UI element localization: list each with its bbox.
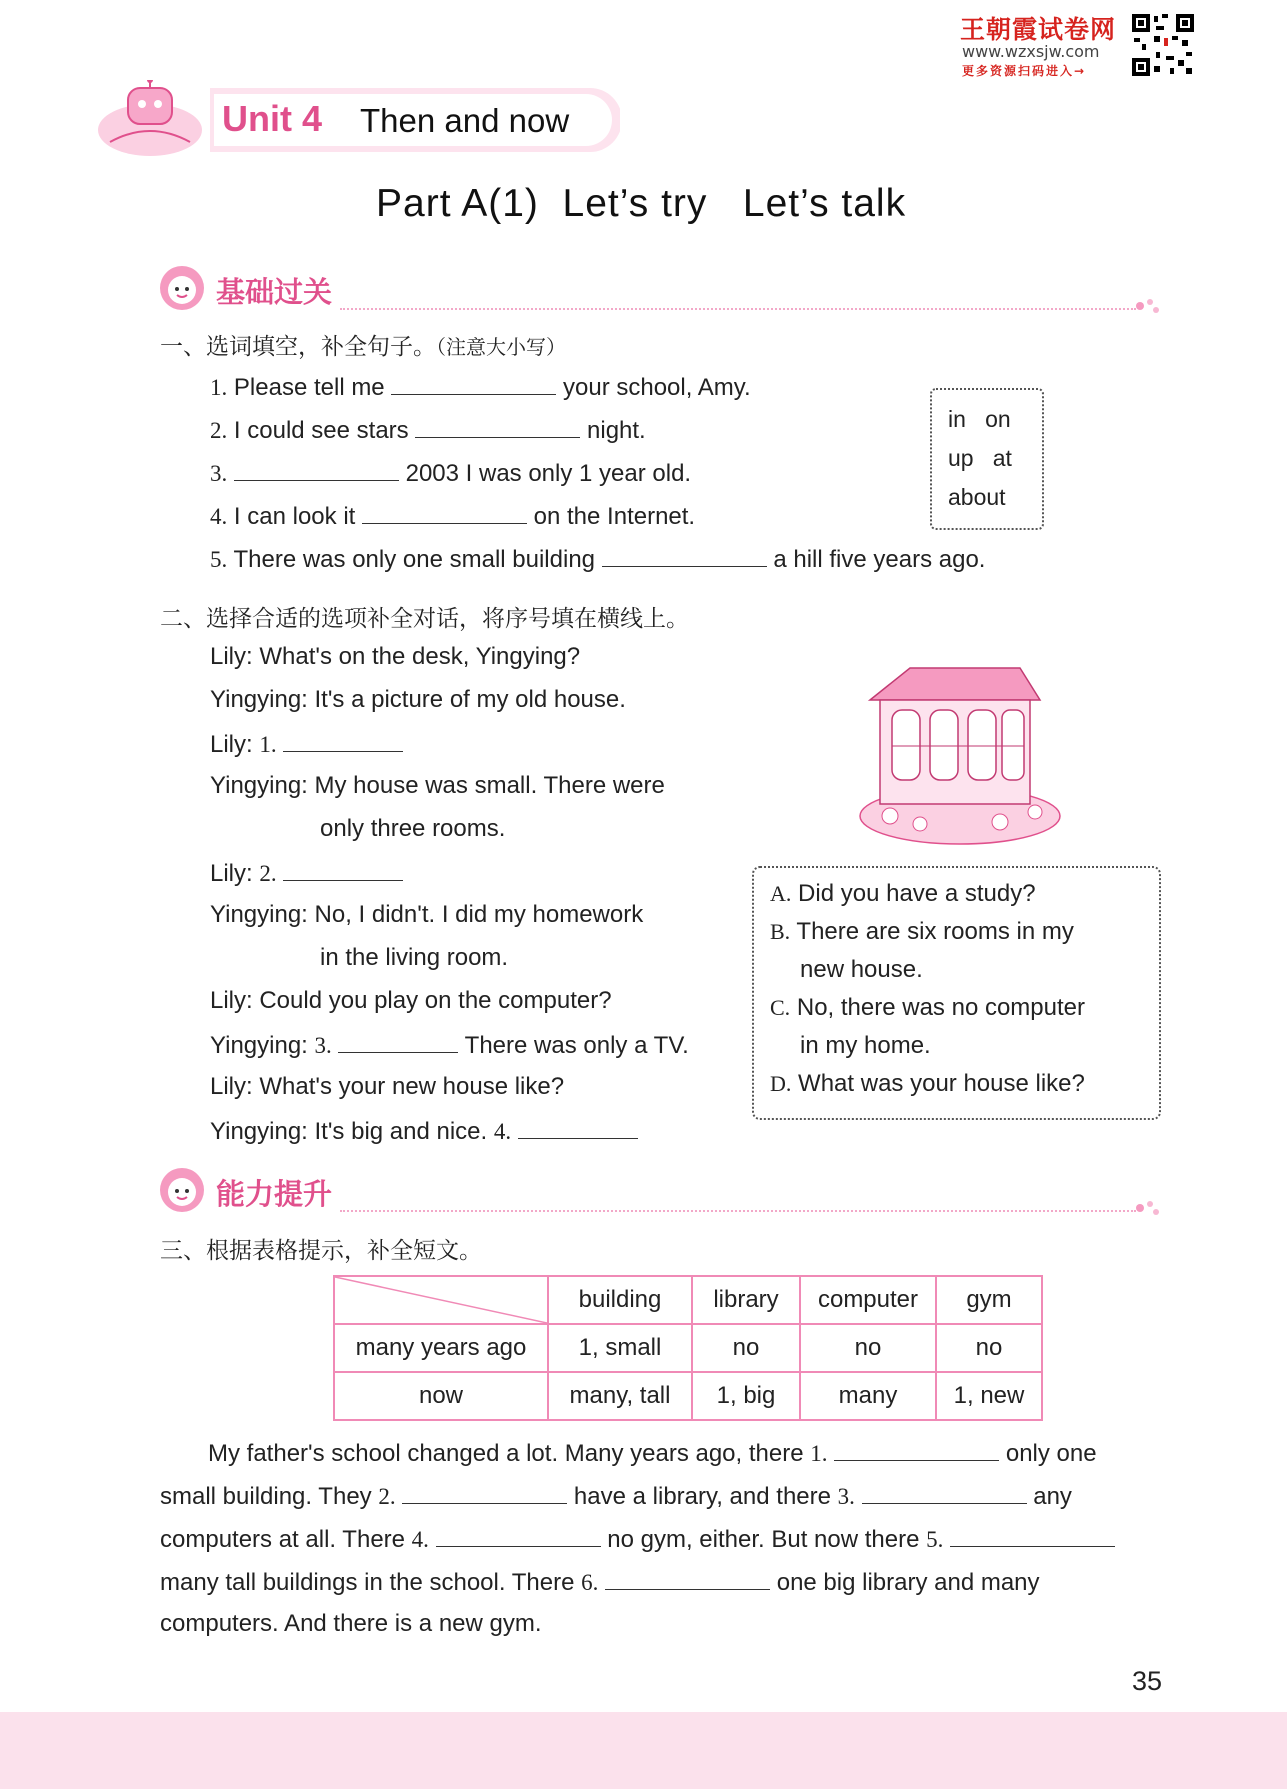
dialogue-line: Yingying: It's a picture of my old house. <box>210 686 626 713</box>
dialogue-line: Lily: 2. <box>210 858 403 888</box>
option-b: B. There are six rooms in my <box>770 918 1074 945</box>
watermark-title: 王朝霞试卷网 <box>960 15 1117 44</box>
unit-title: Then and now <box>360 102 570 139</box>
q1-item-2: 2. I could see stars night. <box>210 417 646 444</box>
table-cell: many <box>800 1372 936 1420</box>
q1-item-4: 4. I can look it on the Internet. <box>210 503 696 530</box>
word-bank-row: up at <box>948 445 1012 471</box>
answer-blank[interactable] <box>402 1481 567 1504</box>
question-1-title <box>160 328 566 361</box>
option-b-cont: new house. <box>800 956 923 983</box>
answer-blank[interactable] <box>834 1438 999 1461</box>
dialogue-line: Lily: Could you play on the computer? <box>210 987 612 1014</box>
answer-blank[interactable] <box>436 1524 601 1547</box>
robot-mascot-icon <box>98 80 202 156</box>
answer-blank[interactable] <box>362 501 527 524</box>
option-a: A. Did you have a study? <box>770 880 1036 907</box>
answer-blank[interactable] <box>862 1481 1027 1504</box>
table-cell: many, tall <box>548 1372 692 1420</box>
question-3-title: 三、根据表格提示，补全短文。 <box>160 1238 482 1264</box>
table-cell: now <box>334 1372 548 1420</box>
section-divider <box>340 308 1136 310</box>
info-table <box>333 1275 1043 1421</box>
answer-blank[interactable] <box>283 858 403 881</box>
table-header-cell: building <box>548 1276 692 1324</box>
passage-line-4: many tall buildings in the school. There 6. one big library and many <box>160 1569 1040 1596</box>
passage-line-3: computers at all. There 4. no gym, either. But now there 5. <box>160 1524 1115 1554</box>
table-header-cell: gym <box>936 1276 1042 1324</box>
answer-blank[interactable] <box>283 729 403 752</box>
option-d: D. What was your house like? <box>770 1070 1085 1097</box>
answer-blank[interactable] <box>950 1524 1115 1547</box>
options-box <box>752 866 1161 1120</box>
question-2-title: 二、选择合适的选项补全对话，将序号填在横线上。 <box>160 606 689 632</box>
passage-line-2: small building. They 2. have a library, and there 3. any <box>160 1483 1072 1510</box>
page-title: Part A(1) Let’s try Let’s talk <box>376 182 907 225</box>
option-c-cont: in my home. <box>800 1032 931 1059</box>
table-header-row <box>334 1276 1042 1324</box>
dots-ornament-icon <box>1134 294 1162 318</box>
house-illustration <box>850 666 1072 850</box>
dialogue-line: Lily: What's your new house like? <box>210 1073 565 1100</box>
word-bank-row: about <box>948 484 1006 510</box>
dialogue-line: Lily: 1. <box>210 729 403 759</box>
dialogue-line: Yingying: 3. There was only a TV. <box>210 1032 689 1059</box>
watermark-subtitle: 更多资源扫码进入→ <box>962 64 1087 78</box>
answer-blank[interactable] <box>415 415 580 438</box>
answer-blank[interactable] <box>605 1567 770 1590</box>
q1-item-1: 1. Please tell me your school, Amy. <box>210 374 751 401</box>
passage-line-5: computers. And there is a new gym. <box>160 1610 542 1637</box>
answer-blank[interactable] <box>391 372 556 395</box>
table-cell: no <box>800 1324 936 1372</box>
word-bank <box>930 388 1044 530</box>
table-cell: 1, new <box>936 1372 1042 1420</box>
word-bank-row: in on <box>948 406 1011 432</box>
dots-ornament-icon <box>1134 1196 1162 1220</box>
section-title-advanced: 能力提升 <box>216 1177 333 1211</box>
dialogue-line: only three rooms. <box>320 815 506 842</box>
table-header-cell: computer <box>800 1276 936 1324</box>
q1-item-5: 5. There was only one small building a hill five years ago. <box>210 546 986 573</box>
boy-avatar-icon <box>158 1166 206 1214</box>
table-cell: 1, big <box>692 1372 800 1420</box>
option-c: C. No, there was no computer <box>770 994 1085 1021</box>
table-cell: no <box>936 1324 1042 1372</box>
section-title-basics: 基础过关 <box>216 275 333 309</box>
table-cell: no <box>692 1324 800 1372</box>
q1-item-3: 3. 2003 I was only 1 year old. <box>210 460 692 487</box>
answer-blank[interactable] <box>338 1030 458 1053</box>
answer-blank[interactable] <box>518 1116 638 1139</box>
watermark-url: www.wzxsjw.com <box>962 42 1100 61</box>
footer-band <box>0 1712 1287 1789</box>
table-row <box>334 1324 1042 1372</box>
passage-line-1: My father's school changed a lot. Many years ago, there 1. only one <box>208 1440 1097 1467</box>
table-cell: many years ago <box>334 1324 548 1372</box>
section-divider <box>340 1210 1136 1212</box>
dialogue-line: Yingying: It's big and nice. 4. <box>210 1116 638 1146</box>
girl-avatar-icon <box>158 264 206 312</box>
page-number: 35 <box>1132 1666 1163 1696</box>
qr-code-icon <box>1130 12 1196 78</box>
table-header-cell: library <box>692 1276 800 1324</box>
answer-blank[interactable] <box>602 544 767 567</box>
table-cell: 1, small <box>548 1324 692 1372</box>
table-row <box>334 1372 1042 1420</box>
question-1-note: （注意大小写） <box>436 335 566 359</box>
question-1-title-text: 一、选词填空，补全句子。 <box>160 334 436 360</box>
dialogue-line: Yingying: My house was small. There were <box>210 772 665 799</box>
dialogue-line: Yingying: No, I didn't. I did my homework <box>210 901 644 928</box>
dialogue-line: in the living room. <box>320 944 509 971</box>
answer-blank[interactable] <box>234 458 399 481</box>
table-corner-cell <box>334 1276 548 1324</box>
unit-label: Unit 4 <box>222 98 323 139</box>
dialogue-line: Lily: What's on the desk, Yingying? <box>210 643 581 670</box>
